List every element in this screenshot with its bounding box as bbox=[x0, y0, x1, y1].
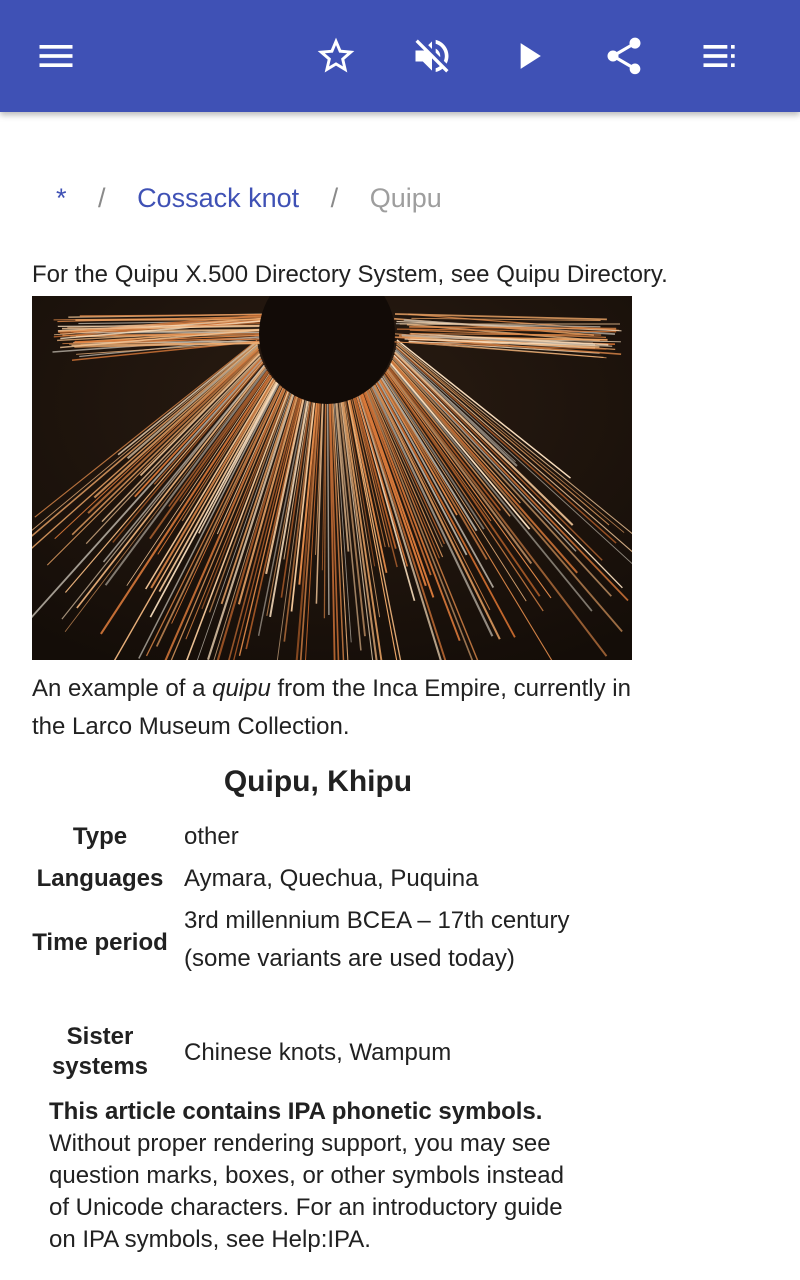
hatnote[interactable]: For the Quipu X.500 Directory System, see Quipu Directory. bbox=[32, 261, 668, 288]
infobox-value: 3rd millennium BCEA – 17th century (some variants are used today) bbox=[184, 907, 570, 972]
infobox-label: Type bbox=[72, 823, 128, 850]
breadcrumb-home-link[interactable]: * bbox=[56, 183, 67, 213]
menu-button[interactable] bbox=[24, 24, 88, 88]
ipa-notice-text: Without proper rendering support, you may see question marks, boxes, or other symbols instead of Unicode characters. For an introductory guide on IPA symbols, see Help:IPA. bbox=[49, 1130, 564, 1253]
play-icon bbox=[506, 34, 550, 78]
infobox-label: Languages bbox=[36, 865, 164, 892]
breadcrumb-separator: / bbox=[330, 183, 339, 213]
contents-button[interactable] bbox=[688, 24, 752, 88]
ipa-notice bbox=[49, 1096, 589, 1256]
article-image[interactable] bbox=[32, 296, 632, 660]
infobox-row-time-period bbox=[32, 902, 604, 1016]
quipu-cord bbox=[75, 319, 263, 320]
caption-term: quipu bbox=[212, 675, 271, 702]
caption-text: from the Inca Empire, currently in the Larco Museum Collection. bbox=[32, 675, 631, 740]
infobox-row-sister-systems bbox=[32, 1020, 604, 1084]
breadcrumb-parent-link[interactable]: Cossack knot bbox=[137, 183, 300, 213]
hamburger-menu-icon bbox=[34, 34, 78, 78]
infobox-label: Time period bbox=[32, 929, 168, 956]
infobox-row-languages bbox=[32, 860, 604, 898]
infobox-value: Aymara, Quechua, Puquina bbox=[184, 865, 479, 892]
breadcrumb-current: Quipu bbox=[369, 183, 442, 213]
volume-off-icon bbox=[410, 34, 454, 78]
infobox-title: Quipu, Khipu bbox=[223, 765, 413, 798]
breadcrumb bbox=[56, 178, 442, 222]
quipu-photo bbox=[32, 296, 632, 660]
playlist-icon bbox=[698, 34, 742, 78]
infobox-value: Chinese knots, Wampum bbox=[184, 1039, 452, 1066]
image-caption bbox=[32, 670, 632, 746]
share-icon bbox=[602, 34, 646, 78]
share-button[interactable] bbox=[592, 24, 656, 88]
bookmark-button[interactable] bbox=[304, 24, 368, 88]
infobox-row-type bbox=[32, 818, 604, 856]
mute-button[interactable] bbox=[400, 24, 464, 88]
play-button[interactable] bbox=[496, 24, 560, 88]
infobox-value: other bbox=[184, 823, 239, 850]
breadcrumb-separator: / bbox=[98, 183, 106, 213]
ipa-notice-heading: This article contains IPA phonetic symbols. bbox=[49, 1098, 543, 1125]
infobox-label: Sister systems bbox=[51, 1023, 149, 1080]
app-toolbar bbox=[0, 0, 800, 112]
star-outline-icon bbox=[314, 34, 358, 78]
caption-text: An example of a bbox=[32, 675, 213, 702]
